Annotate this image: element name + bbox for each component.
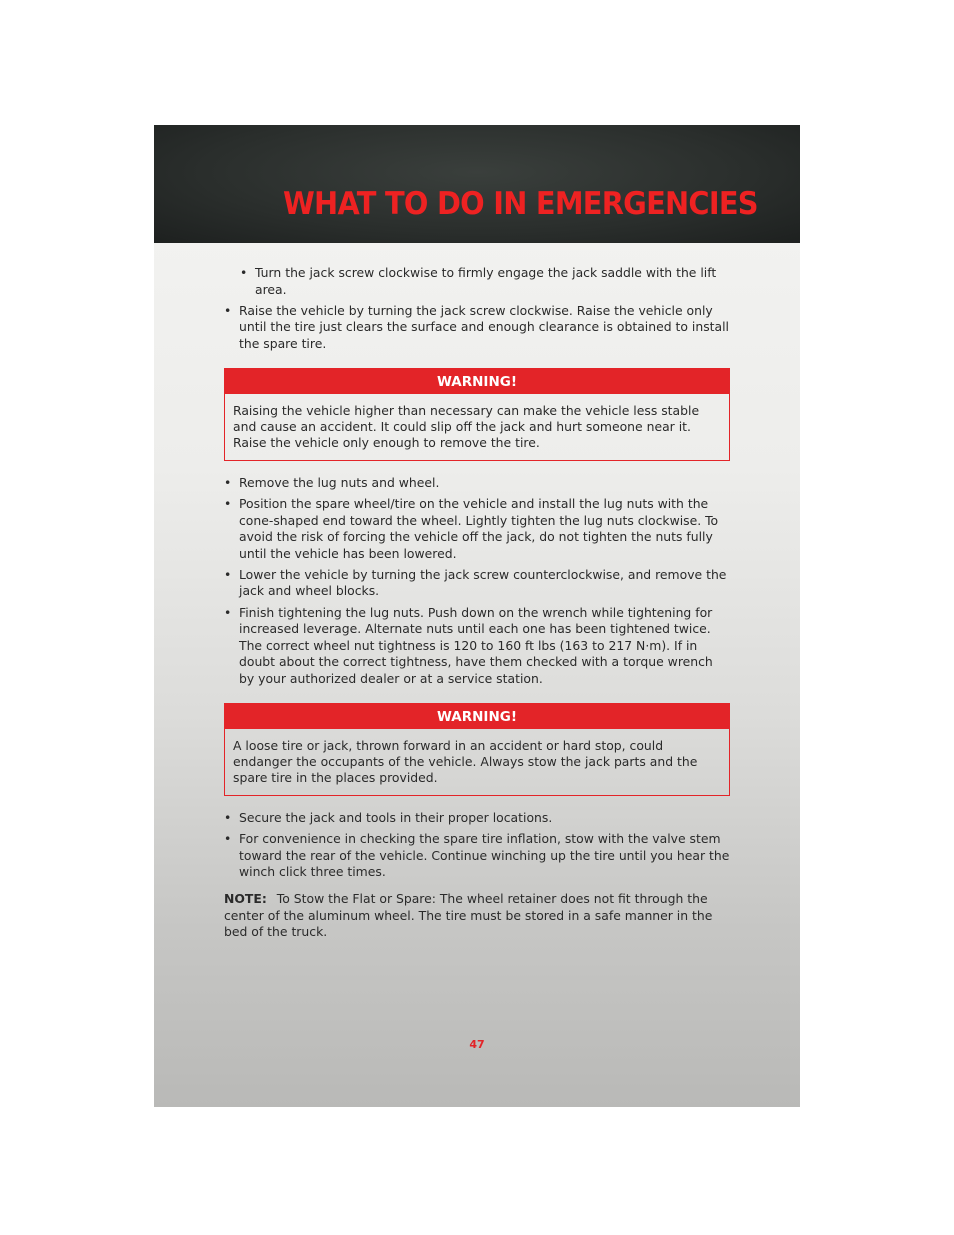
warning-box-1 xyxy=(224,368,730,460)
note-text: To Stow the Flat or Spare: The wheel retainer does not fit through the center of the aluminum wheel. The tire must be stored in a safe manner in the bed of the truck. xyxy=(224,890,713,940)
section-header xyxy=(154,125,800,243)
list-item: • Raise the vehicle by turning the jack screw clockwise. Raise the vehicle only until the tire just clears the surface and enough clearance is obtained to install the spare tire. xyxy=(224,303,730,353)
section-title: WHAT TO DO IN EMERGENCIES xyxy=(283,186,758,222)
bullet-list-b xyxy=(224,475,730,688)
warning-box-2 xyxy=(224,703,730,795)
manual-page xyxy=(154,125,800,1107)
warning-heading: WARNING! xyxy=(225,369,729,394)
warning-text: A loose tire or jack, thrown forward in an accident or hard stop, could endanger the occupants of the vehicle. Always stow the jack parts and the spare tire in the places provided. xyxy=(233,738,698,786)
list-item: • Lower the vehicle by turning the jack screw counterclockwise, and remove the jack and wheel blocks. xyxy=(224,567,730,600)
warning-text: Raising the vehicle higher than necessary can make the vehicle less stable and cause an accident. It could slip off the jack and hurt someone near it. Raise the vehicle only enough to remove the tire. xyxy=(233,403,700,451)
list-item: • Finish tightening the lug nuts. Push down on the wrench while tightening for increased leverage. Alternate nuts until each one has been tightened twice. The correct wheel nut tightness is 120 to 160 ft lbs (163 to 217 N·m). If in doubt about the correct tightness, have them checked with a torque wrench by your authorized dealer or at a service station. xyxy=(224,605,730,688)
note-paragraph xyxy=(224,891,730,941)
warning-heading: WARNING! xyxy=(225,704,729,729)
bullet-list-a xyxy=(224,265,730,352)
list-item: • Turn the jack screw clockwise to firmly engage the jack saddle with the lift area. xyxy=(240,265,730,298)
list-item: • Position the spare wheel/tire on the vehicle and install the lug nuts with the cone-shaped end toward the wheel. Lightly tighten the lug nuts clockwise. To avoid the risk of forcing the vehicle off the jack, do not tighten the nuts fully until the vehicle has been lowered. xyxy=(224,496,730,562)
bullet-list-c xyxy=(224,810,730,881)
list-item: • For convenience in checking the spare tire inflation, stow with the valve stem toward the rear of the vehicle. Continue winching up the tire until you hear the winch click three times. xyxy=(224,831,730,881)
page-content xyxy=(224,265,730,941)
page-number: 47 xyxy=(469,1038,485,1051)
list-item: • Secure the jack and tools in their proper locations. xyxy=(224,810,730,827)
note-label: NOTE: xyxy=(224,890,267,906)
list-item: • Remove the lug nuts and wheel. xyxy=(224,475,730,492)
